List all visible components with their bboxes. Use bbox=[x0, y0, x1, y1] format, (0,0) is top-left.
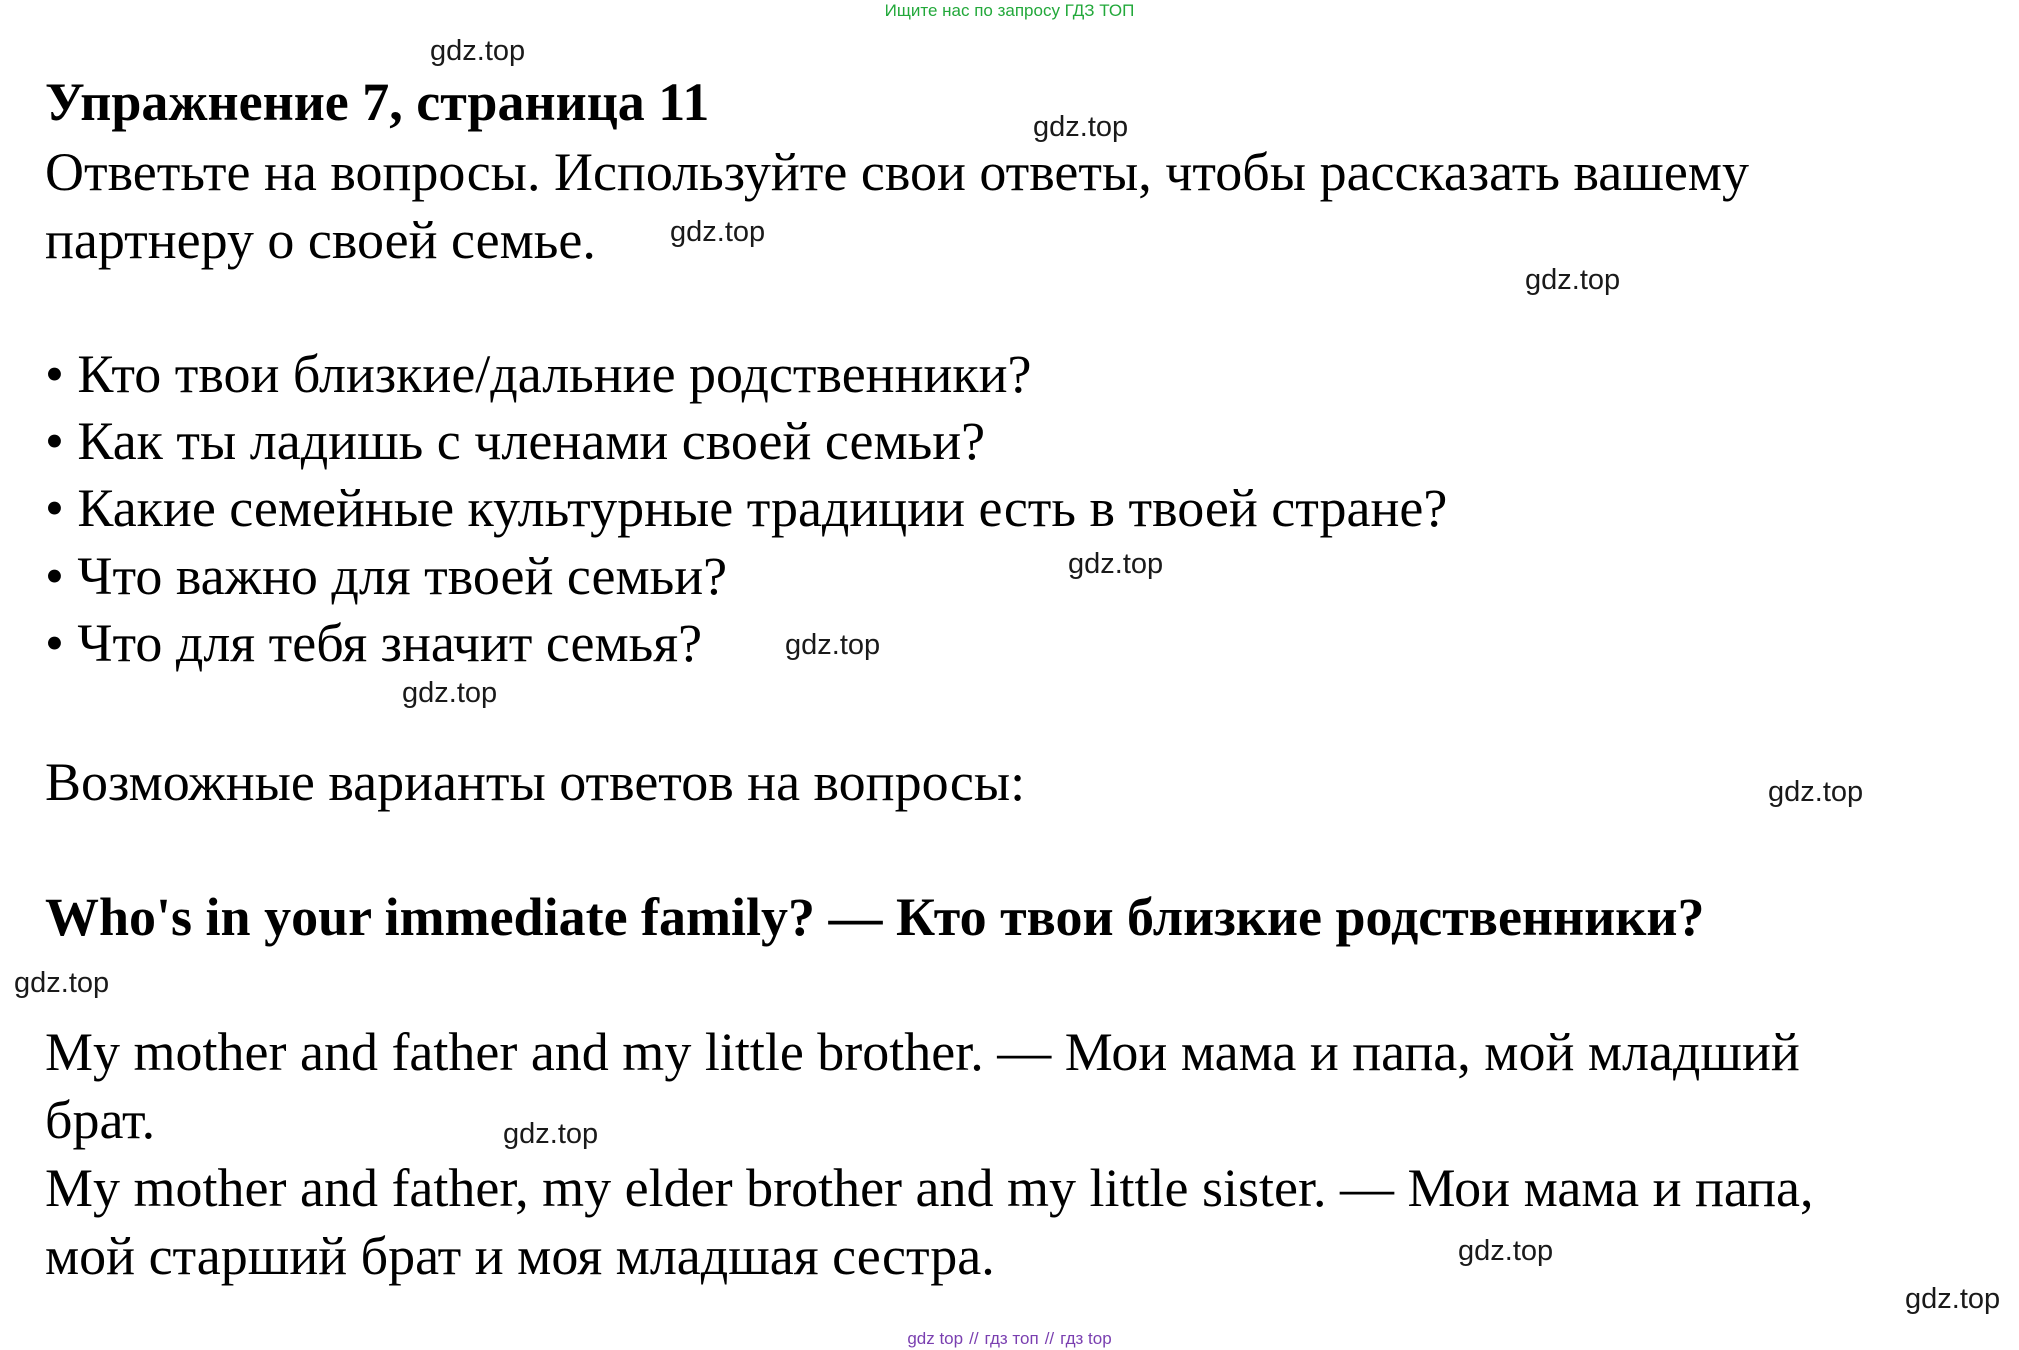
watermark: gdz.top bbox=[670, 216, 766, 248]
watermark: gdz.top bbox=[1033, 111, 1129, 143]
answer-1-line-2: брат. bbox=[45, 1090, 156, 1150]
bottom-banner-part: гдз топ bbox=[984, 1329, 1039, 1348]
question-subheading: Who's in your immediate family? — Кто твои близкие родственники? bbox=[45, 887, 1705, 947]
bottom-banner-part: гдз top bbox=[1060, 1329, 1112, 1348]
page-title: Упражнение 7, страница 11 bbox=[45, 72, 710, 132]
watermark: gdz.top bbox=[503, 1118, 599, 1150]
watermark: gdz.top bbox=[1458, 1235, 1554, 1267]
watermark: gdz.top bbox=[1768, 776, 1864, 808]
watermark: gdz.top bbox=[1068, 548, 1164, 580]
answers-intro: Возможные варианты ответов на вопросы: bbox=[45, 752, 1026, 812]
watermark: gdz.top bbox=[1905, 1283, 2001, 1315]
question-item: • Кто твои близкие/дальние родственники? bbox=[45, 344, 1032, 404]
bottom-banner-part: gdz top bbox=[907, 1329, 964, 1348]
question-item: • Как ты ладишь с членами своей семьи? bbox=[45, 411, 986, 471]
watermark: gdz.top bbox=[14, 967, 110, 999]
answer-2-line-1: My mother and father, my elder brother and my little sister. — Мои мама и папа, bbox=[45, 1158, 1814, 1218]
bottom-banner-separator: // bbox=[1044, 1329, 1055, 1348]
question-item: • Какие семейные культурные традиции есть в твоей стране? bbox=[45, 478, 1448, 538]
watermark: gdz.top bbox=[785, 629, 881, 661]
watermark: gdz.top bbox=[1525, 264, 1621, 296]
question-item: • Что для тебя значит семья? bbox=[45, 613, 703, 673]
top-banner: Ищите нас по запросу ГДЗ ТОП bbox=[884, 1, 1135, 20]
watermark: gdz.top bbox=[430, 35, 526, 67]
bottom-banner-separator: // bbox=[969, 1329, 979, 1348]
instruction-line-1: Ответьте на вопросы. Используйте свои ответы, чтобы рассказать вашему bbox=[45, 142, 1749, 202]
question-item: • Что важно для твоей семьи? bbox=[45, 546, 728, 606]
instruction-line-2: партнеру о своей семье. bbox=[45, 210, 596, 270]
answer-2-line-2: мой старший брат и моя младшая сестра. bbox=[45, 1226, 995, 1286]
watermark: gdz.top bbox=[402, 677, 498, 709]
answer-1-line-1: My mother and father and my little brother. — Мои мама и папа, мой младший bbox=[45, 1022, 1800, 1082]
